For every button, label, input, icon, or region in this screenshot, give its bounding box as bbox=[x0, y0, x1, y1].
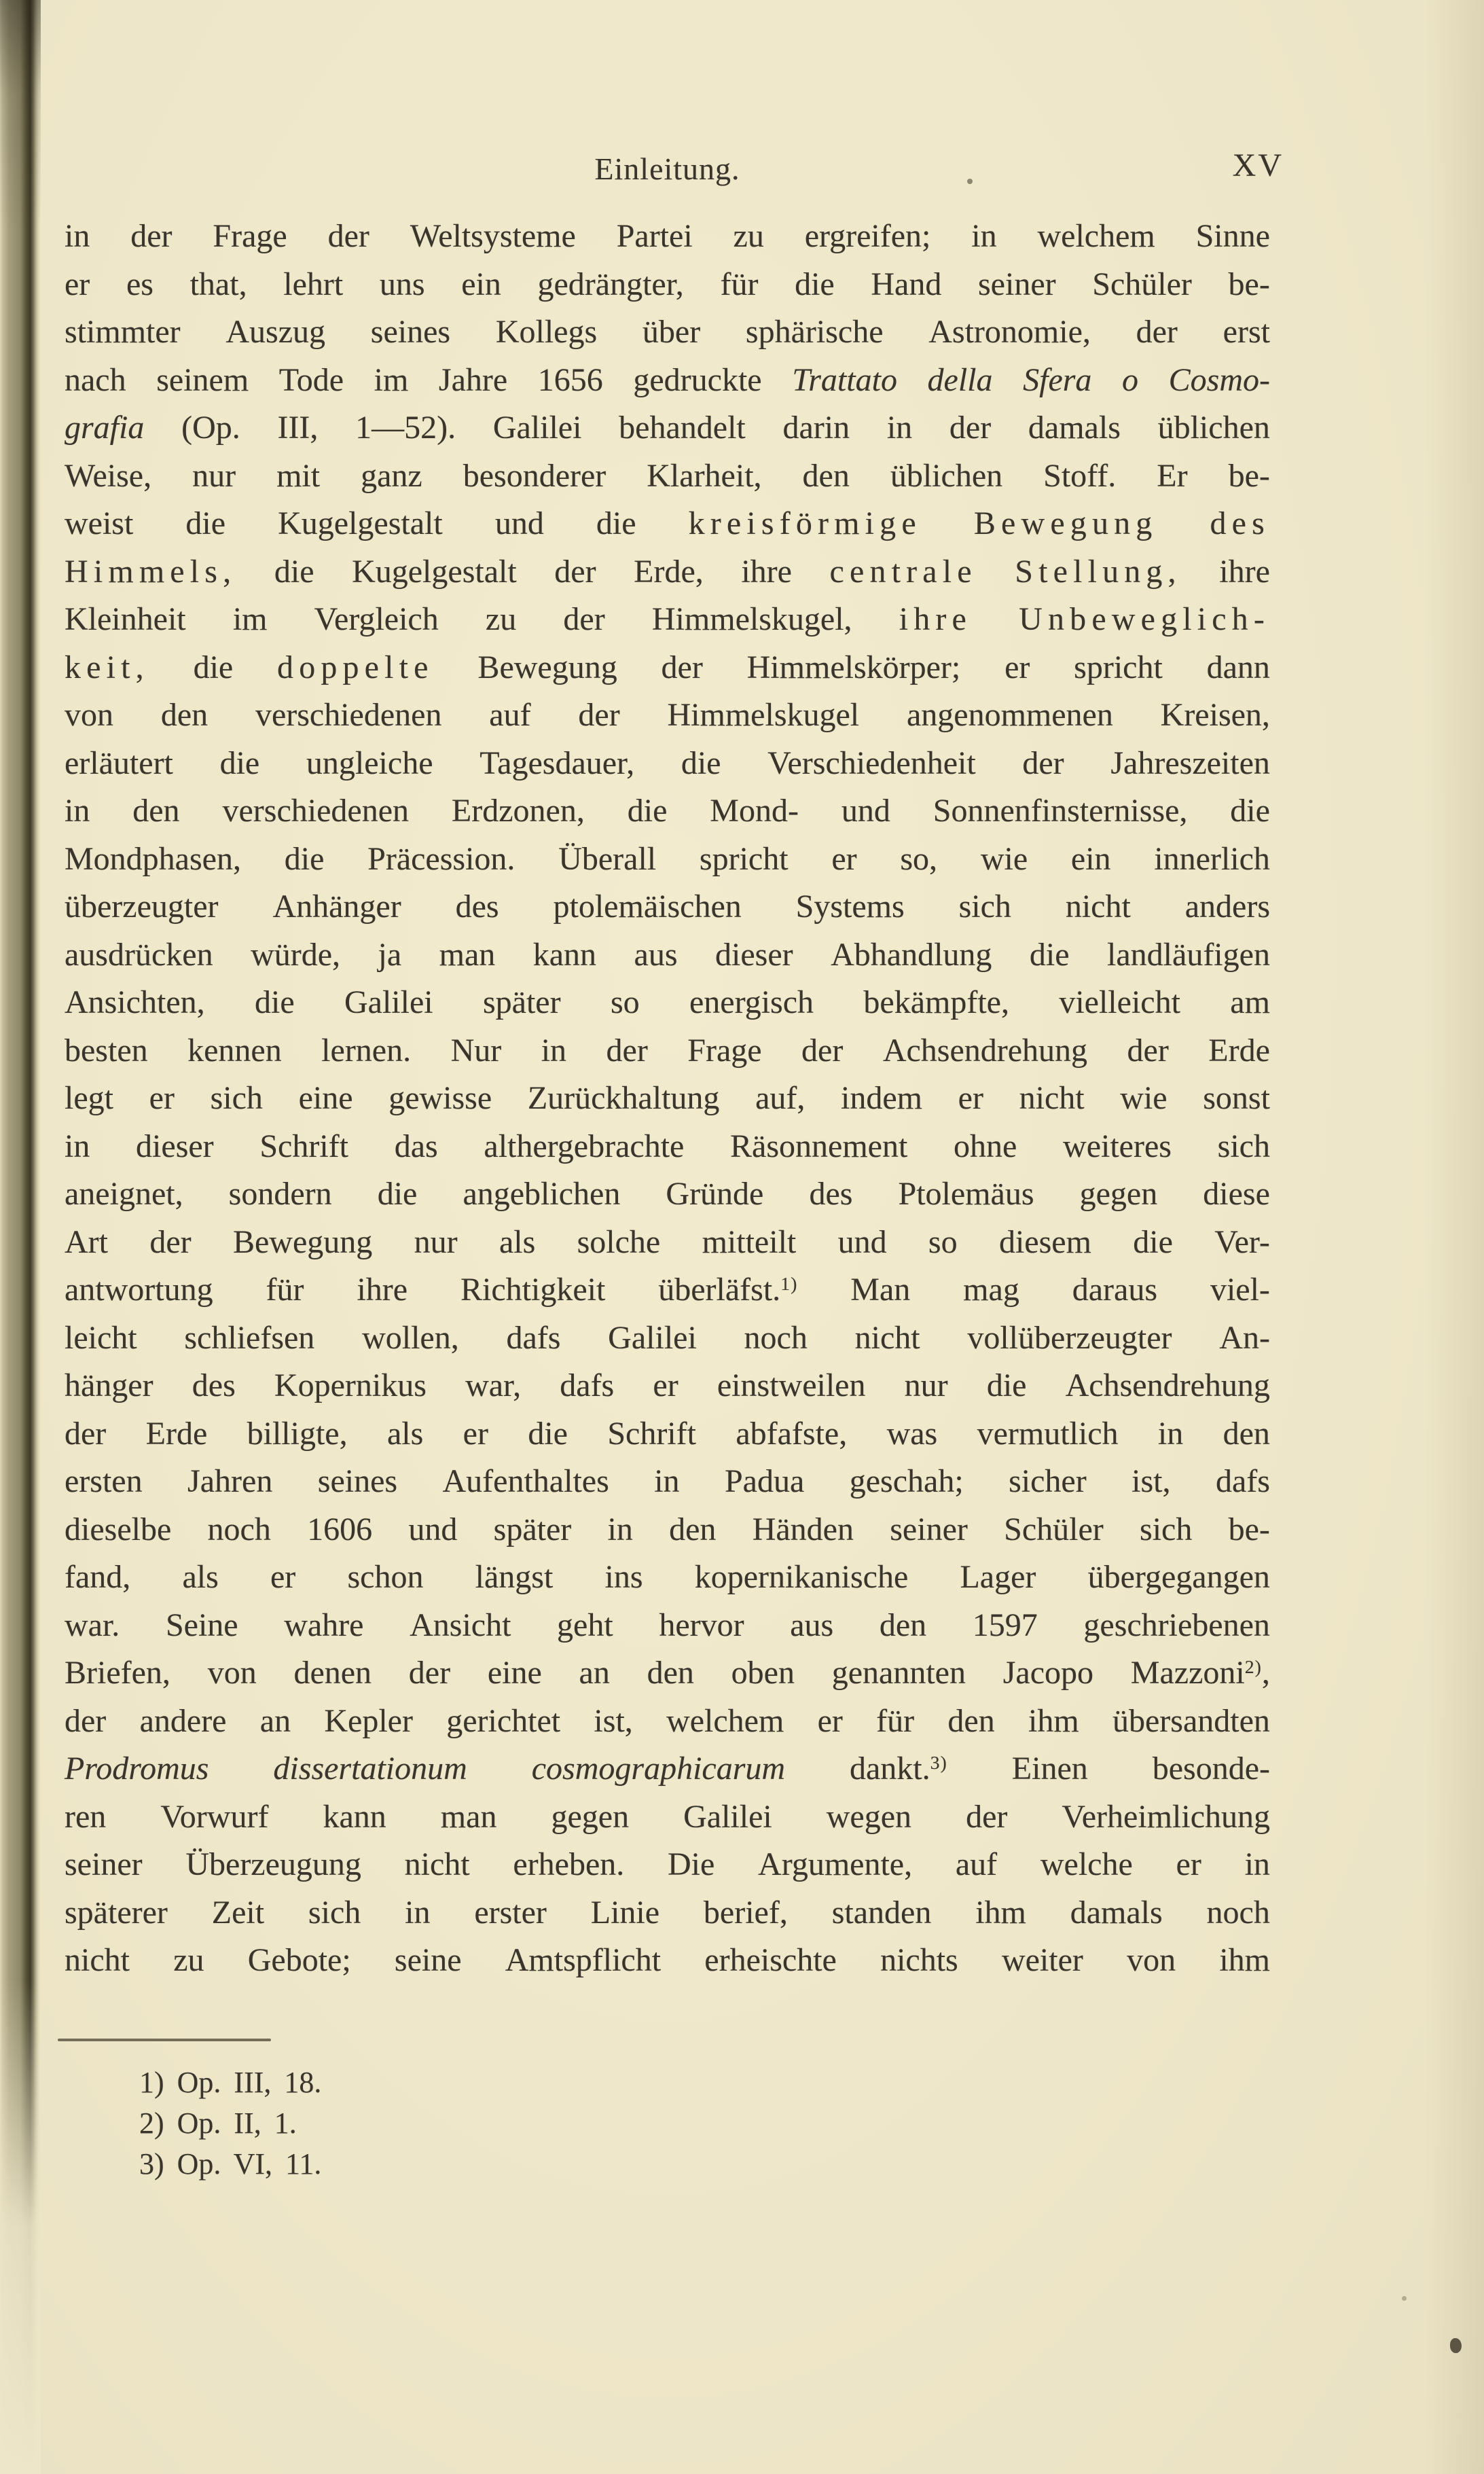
footnote: 2) Op. II, 1. bbox=[139, 2107, 297, 2140]
ink-speck bbox=[1402, 2296, 1407, 2301]
ink-speck bbox=[1450, 2338, 1462, 2353]
text-line: der andere an Kepler gerichtet ist, welchem er für den ihm übersandten bbox=[65, 1702, 1270, 1739]
text-line: weist die Kugelgestalt und die kreisförmige Bewegung des bbox=[65, 505, 1270, 541]
text-line: war. Seine wahre Ansicht geht hervor aus den 1597 geschriebenen bbox=[65, 1607, 1270, 1643]
running-head: Einleitung. bbox=[594, 151, 740, 186]
text-line: ausdrücken würde, ja man kann aus dieser Abhandlung die landläufigen bbox=[65, 936, 1270, 973]
text-line: antwortung für ihre Richtigkeit überläfst.$^{1)}$ Man mag daraus viel- bbox=[65, 1272, 1270, 1308]
text-line: von den verschiedenen auf der Himmelskugel angenommenen Kreisen, bbox=[65, 697, 1270, 733]
body-text bbox=[65, 217, 1270, 1990]
text-line: fand, als er schon längst ins kopernikanische Lager übergegangen bbox=[65, 1559, 1270, 1595]
text-line: besten kennen lernen. Nur in der Frage der Achsendrehung der Erde bbox=[65, 1032, 1270, 1069]
text-line: leicht schliefsen wollen, dafs Galilei noch nicht vollüberzeugter An- bbox=[65, 1319, 1270, 1356]
text-line: Kleinheit im Vergleich zu der Himmelskugel, ihre Unbeweglich- bbox=[65, 601, 1270, 637]
text-line: er es that, lehrt uns ein gedrängter, für die Hand seiner Schüler be- bbox=[65, 266, 1270, 302]
text-line: Himmels, die Kugelgestalt der Erde, ihre centrale Stellung, ihre bbox=[65, 553, 1270, 590]
text-line: in dieser Schrift das althergebrachte Räsonnement ohne weiteres sich bbox=[65, 1128, 1270, 1164]
text-line: überzeugter Anhänger des ptolemäischen Systems sich nicht anders bbox=[65, 889, 1270, 925]
page-number: XV bbox=[1232, 147, 1284, 183]
text-line: in den verschiedenen Erdzonen, die Mond- und Sonnenfinsternisse, die bbox=[65, 793, 1270, 829]
text-line: nicht zu Gebote; seine Amtspflicht erheischte nichts weiter von ihm bbox=[65, 1942, 1270, 1978]
text-line: stimmter Auszug seines Kollegs über sphärische Astronomie, der erst bbox=[65, 314, 1270, 350]
text-line: Art der Bewegung nur als solche mitteilt und so diesem die Ver- bbox=[65, 1223, 1270, 1260]
text-line: legt er sich eine gewisse Zurückhaltung auf, indem er nicht wie sonst bbox=[65, 1080, 1270, 1116]
text-line: dieselbe noch 1606 und später in den Händen seiner Schüler sich be- bbox=[65, 1511, 1270, 1547]
text-line: erläutert die ungleiche Tagesdauer, die Verschiedenheit der Jahreszeiten bbox=[65, 745, 1270, 781]
footnotes bbox=[139, 2062, 321, 2185]
ink-speck bbox=[967, 179, 973, 184]
text-line: Ansichten, die Galilei später so energisch bekämpfte, vielleicht am bbox=[65, 984, 1270, 1020]
text-line: seiner Überzeugung nicht erheben. Die Argumente, auf welche er in bbox=[65, 1846, 1270, 1882]
text-line: der Erde billigte, als er die Schrift abfafste, was vermutlich in den bbox=[65, 1415, 1270, 1452]
text-line: ersten Jahren seines Aufenthaltes in Padua geschah; sicher ist, dafs bbox=[65, 1463, 1270, 1499]
book-gutter-shadow bbox=[0, 0, 41, 2474]
text-line: ren Vorwurf kann man gegen Galilei wegen der Verheimlichung bbox=[65, 1798, 1270, 1835]
text-line: Prodromus dissertationum cosmographicarum dankt.$^{3)}$ Einen besonde- bbox=[65, 1751, 1270, 1787]
text-line: hänger des Kopernikus war, dafs er einstweilen nur die Achsendrehung bbox=[65, 1367, 1270, 1403]
footnote: 3) Op. VI, 11. bbox=[139, 2147, 322, 2181]
text-line: keit, die doppelte Bewegung der Himmelskörper; er spricht dann bbox=[65, 649, 1270, 685]
footnote: 1) Op. III, 18. bbox=[139, 2066, 322, 2099]
footnote-rule bbox=[58, 2039, 271, 2041]
text-line: aneignet, sondern die angeblichen Gründe des Ptolemäus gegen diese bbox=[65, 1176, 1270, 1212]
text-line: nach seinem Tode im Jahre 1656 gedruckte Trattato della Sfera o Cosmo- bbox=[65, 361, 1270, 398]
text-line: späterer Zeit sich in erster Linie berief, standen ihm damals noch bbox=[65, 1894, 1270, 1931]
text-line: Mondphasen, die Präcession. Überall spricht er so, wie ein innerlich bbox=[65, 840, 1270, 877]
text-line: Weise, nur mit ganz besonderer Klarheit, den üblichen Stoff. Er be- bbox=[65, 457, 1270, 494]
text-line: in der Frage der Weltsysteme Partei zu ergreifen; in welchem Sinne bbox=[65, 218, 1270, 254]
text-line: grafia (Op. III, 1—52). Galilei behandelt darin in der damals üblichen bbox=[65, 410, 1270, 446]
text-line: Briefen, von denen der eine an den oben genannten Jacopo Mazzoni$^{2)}$, bbox=[65, 1655, 1270, 1691]
